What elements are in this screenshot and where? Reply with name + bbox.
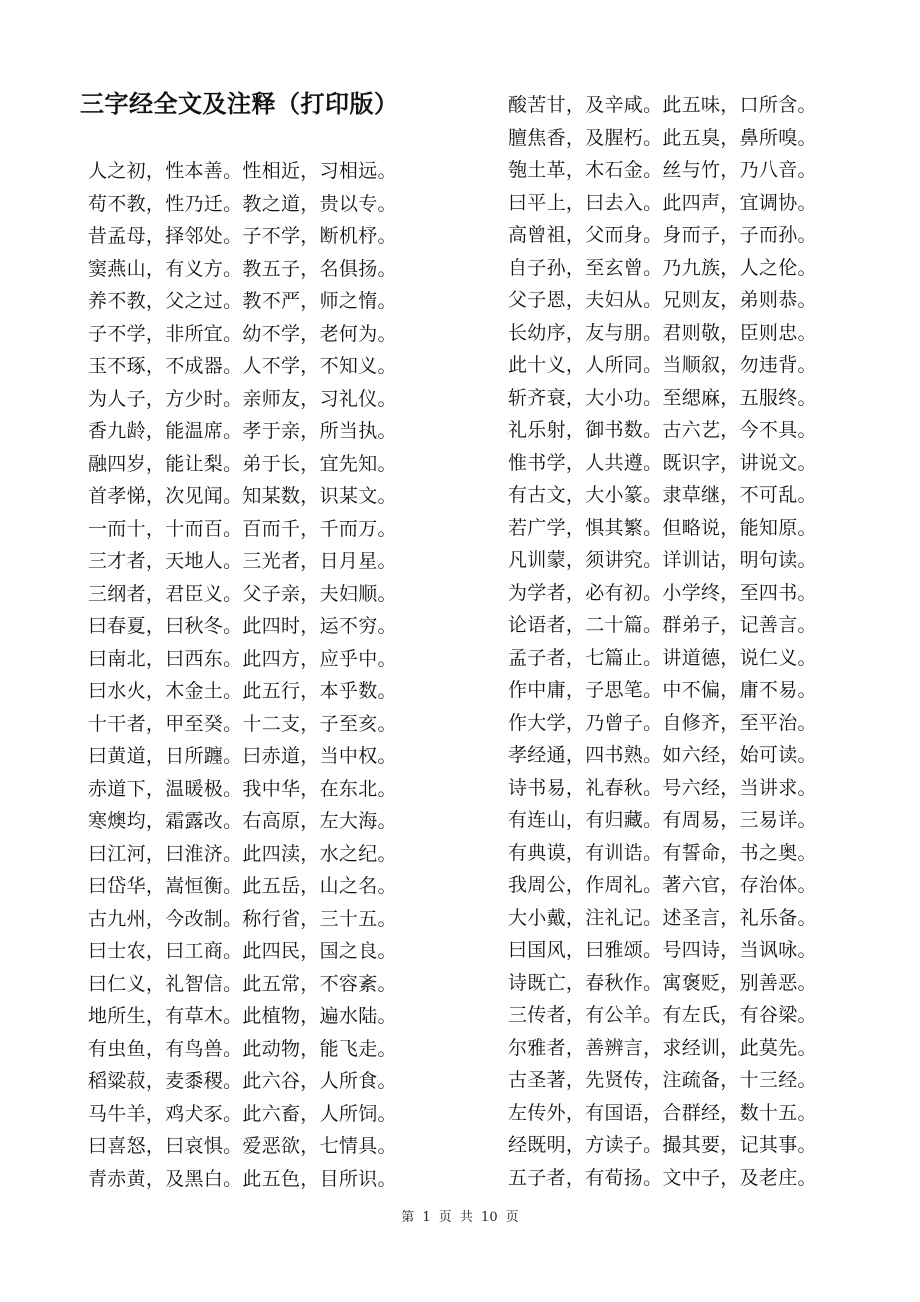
verse-line: 人之初，性本善。性相近，习相远。 bbox=[88, 160, 397, 182]
verse-line: 玉不琢，不成器。人不学，不知义。 bbox=[88, 355, 397, 377]
verse-line: 孟子者，七篇止。讲道德，说仁义。 bbox=[508, 646, 817, 669]
verse-line: 古圣著，先贤传，注疏备，十三经。 bbox=[508, 1069, 817, 1091]
verse-line: 首孝悌，次见闻。知某数，识某文。 bbox=[88, 485, 397, 507]
verse-line: 赤道下，温暖极。我中华，在东北。 bbox=[88, 777, 397, 800]
verse-line: 惟书学，人共遵。既识字，讲说文。 bbox=[508, 451, 817, 474]
verse-line: 一而十，十而百。百而千，千而万。 bbox=[88, 517, 397, 540]
verse-line: 马牛羊，鸡犬豕。此六畜，人所饲。 bbox=[88, 1102, 397, 1125]
verse-line: 此十义，人所同。当顺叙，勿违背。 bbox=[508, 354, 817, 376]
verse-line: 孝经通，四书熟。如六经，始可读。 bbox=[508, 744, 817, 766]
verse-line: 融四岁，能让梨。弟于长，宜先知。 bbox=[88, 452, 397, 475]
verse-line: 三才者，天地人。三光者，日月星。 bbox=[88, 550, 397, 572]
page-footer: 第 1 页 共 10 页 bbox=[401, 1210, 519, 1225]
verse-line: 父子恩，夫妇从。兄则友，弟则恭。 bbox=[508, 289, 817, 311]
verse-line: 有虫鱼，有鸟兽。此动物，能飞走。 bbox=[88, 1037, 397, 1060]
verse-line: 长幼序，友与朋。君则敬，臣则忠。 bbox=[508, 321, 817, 344]
verse-line: 酸苦甘，及辛咸。此五味，口所含。 bbox=[508, 94, 817, 116]
verse-line: 凡训蒙，须讲究。详训诂，明句读。 bbox=[508, 549, 817, 571]
verse-line: 高曾祖，父而身。身而子，子而孙。 bbox=[508, 224, 817, 246]
verse-line: 曰南北，曰西东。此四方，应乎中。 bbox=[88, 647, 397, 670]
verse-line: 曰仁义，礼智信。此五常，不容紊。 bbox=[88, 972, 397, 995]
verse-line: 曰国风，曰雅颂。号四诗，当讽咏。 bbox=[508, 939, 817, 961]
verse-line: 膻焦香，及腥朽。此五臭，鼻所嗅。 bbox=[508, 126, 817, 149]
left-text-column bbox=[88, 155, 397, 1195]
verse-line: 有连山，有归藏。有周易，三易详。 bbox=[508, 809, 817, 831]
verse-line: 古九州，今改制。称行省，三十五。 bbox=[88, 907, 397, 930]
verse-line: 五子者，有荀扬。文中子，及老庄。 bbox=[508, 1166, 817, 1189]
verse-line: 斩齐衰，大小功。至缌麻，五服终。 bbox=[508, 386, 817, 409]
verse-line: 曰士农，曰工商。此四民，国之良。 bbox=[88, 940, 397, 962]
verse-line: 三传者，有公羊。有左氏，有谷梁。 bbox=[508, 1004, 817, 1026]
verse-line: 有古文，大小篆。隶草继，不可乱。 bbox=[508, 484, 817, 506]
verse-line: 为学者，必有初。小学终，至四书。 bbox=[508, 581, 817, 604]
verse-line: 我周公，作周礼。著六官，存治体。 bbox=[508, 874, 817, 896]
verse-line: 尔雅者，善辨言，求经训，此莫先。 bbox=[508, 1036, 817, 1059]
verse-line: 窦燕山，有义方。教五子，名俱扬。 bbox=[88, 257, 397, 280]
verse-line: 养不教，父之过。教不严，师之惰。 bbox=[88, 290, 397, 312]
verse-line: 三纲者，君臣义。父子亲，夫妇顺。 bbox=[88, 582, 397, 605]
verse-line: 为人子，方少时。亲师友，习礼仪。 bbox=[88, 387, 397, 410]
verse-line: 作中庸，子思笔。中不偏，庸不易。 bbox=[508, 679, 817, 701]
verse-line: 若广学，惧其繁。但略说，能知原。 bbox=[508, 516, 817, 539]
verse-line: 昔孟母，择邻处。子不学，断机杼。 bbox=[88, 225, 397, 247]
verse-line: 左传外，有国语，合群经，数十五。 bbox=[508, 1101, 817, 1124]
verse-line: 香九龄，能温席。孝于亲，所当执。 bbox=[88, 420, 397, 442]
right-text-column bbox=[508, 89, 817, 1194]
verse-line: 曰喜怒，曰哀惧。爱恶欲，七情具。 bbox=[88, 1135, 397, 1157]
verse-line: 诗书易，礼春秋。号六经，当讲求。 bbox=[508, 776, 817, 799]
verse-line: 地所生，有草木。此植物，遍水陆。 bbox=[88, 1005, 397, 1027]
verse-line: 论语者，二十篇。群弟子，记善言。 bbox=[508, 614, 817, 636]
verse-line: 曰岱华，嵩恒衡。此五岳，山之名。 bbox=[88, 875, 397, 897]
verse-line: 曰春夏，曰秋冬。此四时，运不穷。 bbox=[88, 615, 397, 637]
verse-line: 曰江河，曰淮济。此四渎，水之纪。 bbox=[88, 842, 397, 865]
verse-line: 匏土革，木石金。丝与竹，乃八音。 bbox=[508, 159, 817, 181]
verse-line: 礼乐射，御书数。古六艺，今不具。 bbox=[508, 419, 817, 441]
verse-line: 子不学，非所宜。幼不学，老何为。 bbox=[88, 322, 397, 345]
verse-line: 曰黄道，日所躔。曰赤道，当中权。 bbox=[88, 745, 397, 767]
verse-line: 有典谟，有训诰。有誓命，书之奥。 bbox=[508, 841, 817, 864]
verse-line: 十干者，甲至癸。十二支，子至亥。 bbox=[88, 712, 397, 735]
verse-line: 寒燠均，霜露改。右高原，左大海。 bbox=[88, 810, 397, 832]
verse-line: 曰平上，曰去入。此四声，宜调协。 bbox=[508, 191, 817, 214]
verse-line: 苟不教，性乃迁。教之道，贵以专。 bbox=[88, 192, 397, 215]
verse-line: 作大学，乃曾子。自修齐，至平治。 bbox=[508, 711, 817, 734]
verse-line: 大小戴，注礼记。述圣言，礼乐备。 bbox=[508, 906, 817, 929]
verse-line: 青赤黄，及黑白。此五色，目所识。 bbox=[88, 1167, 397, 1190]
verse-line: 经既明，方读子。撮其要，记其事。 bbox=[508, 1134, 817, 1156]
verse-line: 自子孙，至玄曾。乃九族，人之伦。 bbox=[508, 256, 817, 279]
page-title: 三字经全文及注释（打印版） bbox=[80, 90, 399, 118]
verse-line: 曰水火，木金土。此五行，本乎数。 bbox=[88, 680, 397, 702]
verse-line: 诗既亡，春秋作。寓褒贬，别善恶。 bbox=[508, 971, 817, 994]
verse-line: 稻粱菽，麦黍稷。此六谷，人所食。 bbox=[88, 1070, 397, 1092]
